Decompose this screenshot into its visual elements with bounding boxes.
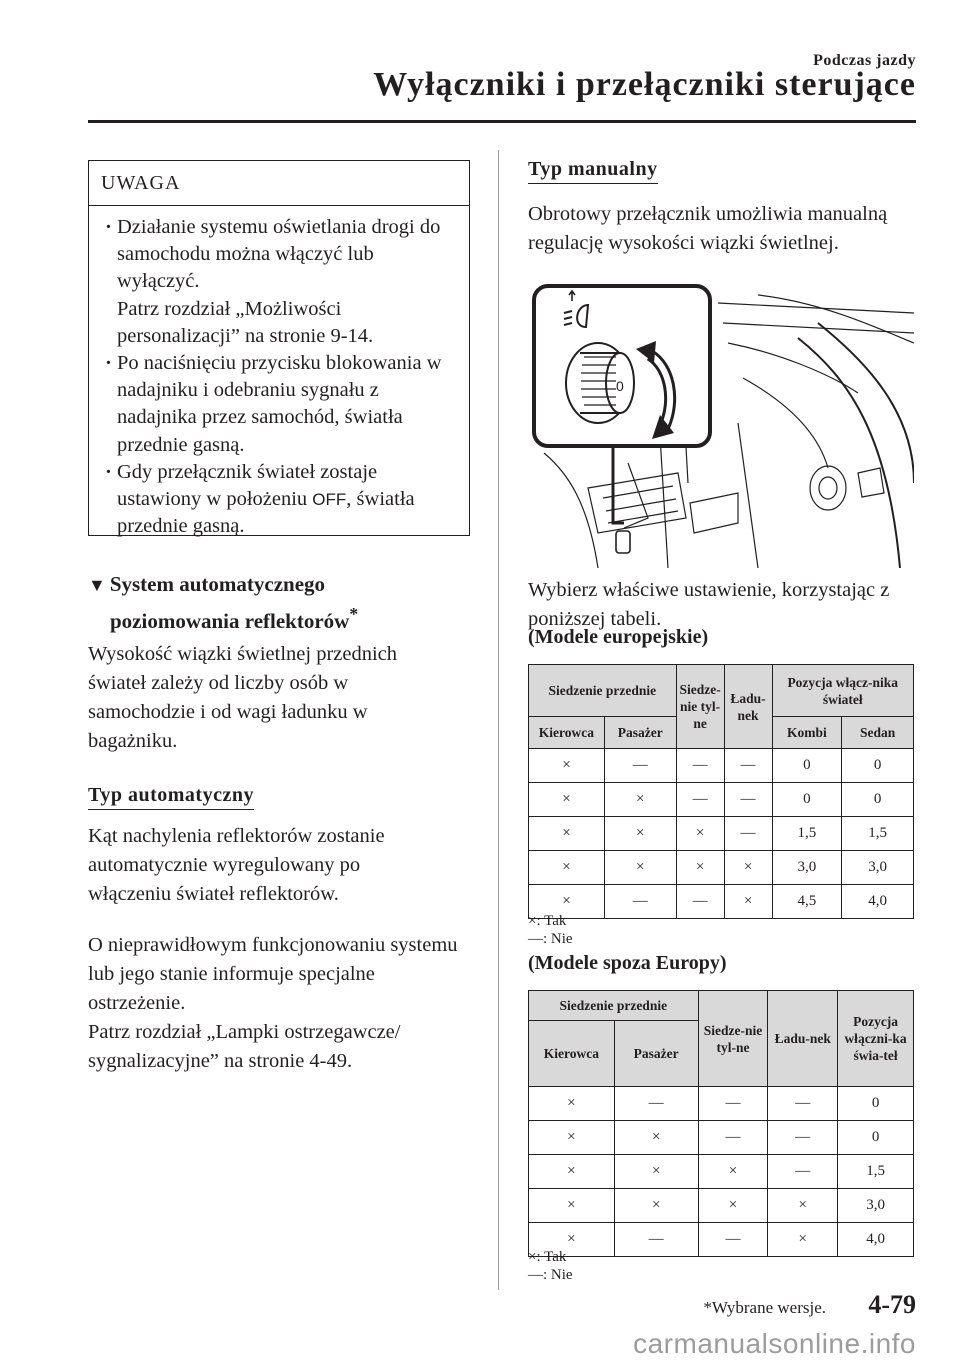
table-cell: × (724, 851, 772, 885)
note-heading: UWAGA (89, 161, 469, 206)
table-cell: 3,0 (838, 1189, 914, 1223)
table-cell: — (604, 749, 676, 783)
table-row (529, 885, 914, 919)
th-load: Ładu-nek (768, 991, 838, 1087)
table-row (529, 1189, 914, 1223)
th-sedan: Sedan (842, 717, 914, 749)
table-cell: — (724, 749, 772, 783)
table-cell: — (676, 885, 724, 919)
th-kombi: Kombi (772, 717, 842, 749)
table-cell: 4,0 (838, 1223, 914, 1257)
table-cell: × (698, 1155, 768, 1189)
table-cell: × (529, 1223, 615, 1257)
table-cell: 1,5 (772, 817, 842, 851)
footnote: *Wybrane wersje. (703, 1298, 826, 1317)
table-cell: × (614, 1189, 698, 1223)
th-passenger: Pasażer (604, 717, 676, 749)
table-cell: — (676, 749, 724, 783)
header-rule (88, 120, 916, 123)
table-cell: 3,0 (842, 851, 914, 885)
th-front-seat: Siedzenie przednie (529, 991, 699, 1021)
table-cell: × (614, 1155, 698, 1189)
table-cell: 0 (772, 749, 842, 783)
table-cell: × (676, 817, 724, 851)
optional-star: * (349, 604, 359, 624)
table-cell: — (614, 1087, 698, 1121)
note-item: · Po naciśnięciu przycisku blokowania w nadajniku i odebraniu sygnału z nadajnika przez samochód, światła przednie gasną. (117, 350, 459, 459)
dashboard-illustration (528, 283, 914, 568)
table-row (529, 851, 914, 885)
table-cell: — (768, 1121, 838, 1155)
table-cell: × (529, 817, 605, 851)
table-cell: × (768, 1189, 838, 1223)
table-cell: × (529, 1121, 615, 1155)
table-cell: — (676, 783, 724, 817)
table-cell: — (768, 1087, 838, 1121)
table-row (529, 1223, 914, 1257)
th-front-seat: Siedzenie przednie (529, 665, 677, 717)
triangle-down-icon: ▼ (88, 575, 106, 595)
table-cell: 4,5 (772, 885, 842, 919)
manual-instruction: Wybierz właściwe ustawienie, korzystając z poniższej tabeli. (528, 579, 890, 630)
table-row (529, 1155, 914, 1189)
table-row (529, 783, 914, 817)
table-row (529, 1121, 914, 1155)
table-cell: × (604, 851, 676, 885)
table-cell: 0 (838, 1121, 914, 1155)
th-driver: Kierowca (529, 1021, 615, 1087)
malfunction-text: O nieprawidłowym funkcjonowaniu systemu lub jego stanie informuje specjalne ostrzeżenie. Patrz rozdział „Lampki ostrzegawcze/ sygnalizacyjne” na stronie 4-49. (88, 934, 458, 1072)
th-switch-position: Pozycja włącz-nika świateł (772, 665, 914, 717)
manual-type-text: Obrotowy przełącznik umożliwia manualną regulację wysokości wiązki świetlnej. (528, 203, 888, 254)
section-name: Podczas jazdy (813, 52, 916, 69)
table-cell: 1,5 (842, 817, 914, 851)
table-cell: — (724, 783, 772, 817)
table-row (529, 1087, 914, 1121)
table-cell: × (529, 885, 605, 919)
table-cell: 4,0 (842, 885, 914, 919)
table-cell: — (698, 1223, 768, 1257)
table-cell: 1,5 (838, 1155, 914, 1189)
table-cell: × (768, 1223, 838, 1257)
off-label: OFF (312, 490, 347, 510)
th-passenger: Pasażer (614, 1021, 698, 1087)
note-reference: Patrz rozdział „Możliwości personalizacji” na stronie 9-14. (117, 297, 374, 347)
table-cell: 0 (842, 783, 914, 817)
table-world (528, 990, 914, 1257)
table-world-title: (Modele spoza Europy) (528, 952, 727, 974)
th-switch-position: Pozycja włączni-ka świa-teł (838, 991, 914, 1087)
table-row (529, 749, 914, 783)
table-eu-title: (Modele europejskie) (528, 626, 709, 648)
note-item: · Gdy przełącznik świateł zostaje ustawiony w położeniu OFF, światła przednie gasną. (117, 459, 459, 541)
system-intro: Wysokość wiązki świetlnej przednich świateł zależy od liczby osób w samochodzie i od wagi ładunku w bagażniku. (88, 643, 398, 752)
th-load: Ładu-nek (724, 665, 772, 749)
leveling-dial-illustration (528, 283, 914, 568)
table-cell: 0 (772, 783, 842, 817)
table-cell: × (604, 783, 676, 817)
th-rear-seat: Siedze-nie tyl-ne (698, 991, 768, 1087)
svg-text:0: 0 (616, 378, 624, 394)
table-cell: × (676, 851, 724, 885)
table-cell: × (529, 1155, 615, 1189)
table-eu-legend: ×: Tak —: Nie (528, 913, 573, 947)
table-cell: × (698, 1189, 768, 1223)
th-rear-seat: Siedze-nie tyl-ne (676, 665, 724, 749)
table-cell: — (614, 1223, 698, 1257)
table-cell: — (604, 885, 676, 919)
table-cell: — (698, 1087, 768, 1121)
table-cell: × (604, 817, 676, 851)
watermark: carmanualsonline.info (633, 1328, 916, 1359)
auto-type-title: Typ automatyczny (88, 784, 254, 810)
table-cell: 0 (842, 749, 914, 783)
table-cell: — (724, 817, 772, 851)
table-cell: × (529, 749, 605, 783)
table-cell: × (529, 851, 605, 885)
table-cell: × (724, 885, 772, 919)
table-world-legend: ×: Tak —: Nie (528, 1249, 573, 1283)
column-divider (498, 150, 499, 1290)
note-list (89, 206, 469, 540)
note-box (88, 160, 470, 536)
page-number: 4-79 (868, 1290, 916, 1319)
table-cell: × (614, 1121, 698, 1155)
table-cell: 0 (838, 1087, 914, 1121)
page-title: Wyłączniki i przełączniki sterujące (373, 66, 916, 103)
auto-type-text: Kąt nachylenia reflektorów zostanie automatycznie wyregulowany po włączeniu świateł reflektorów. (88, 825, 385, 905)
table-cell: — (698, 1121, 768, 1155)
system-heading: ▼ System automatycznego poziomowania reflektorów* (88, 572, 359, 633)
th-driver: Kierowca (529, 717, 605, 749)
table-row (529, 817, 914, 851)
manual-type-title: Typ manualny (528, 158, 658, 184)
note-item: · Działanie systemu oświetlania drogi do samochodu można włączyć lub wyłączyć. Patrz rozdział „Możliwości personalizacji” na stronie 9-14. (117, 214, 459, 350)
table-cell: × (529, 1189, 615, 1223)
table-eu (528, 664, 914, 919)
table-cell: × (529, 783, 605, 817)
table-cell: × (529, 1087, 615, 1121)
table-cell: 3,0 (772, 851, 842, 885)
table-cell: — (768, 1155, 838, 1189)
